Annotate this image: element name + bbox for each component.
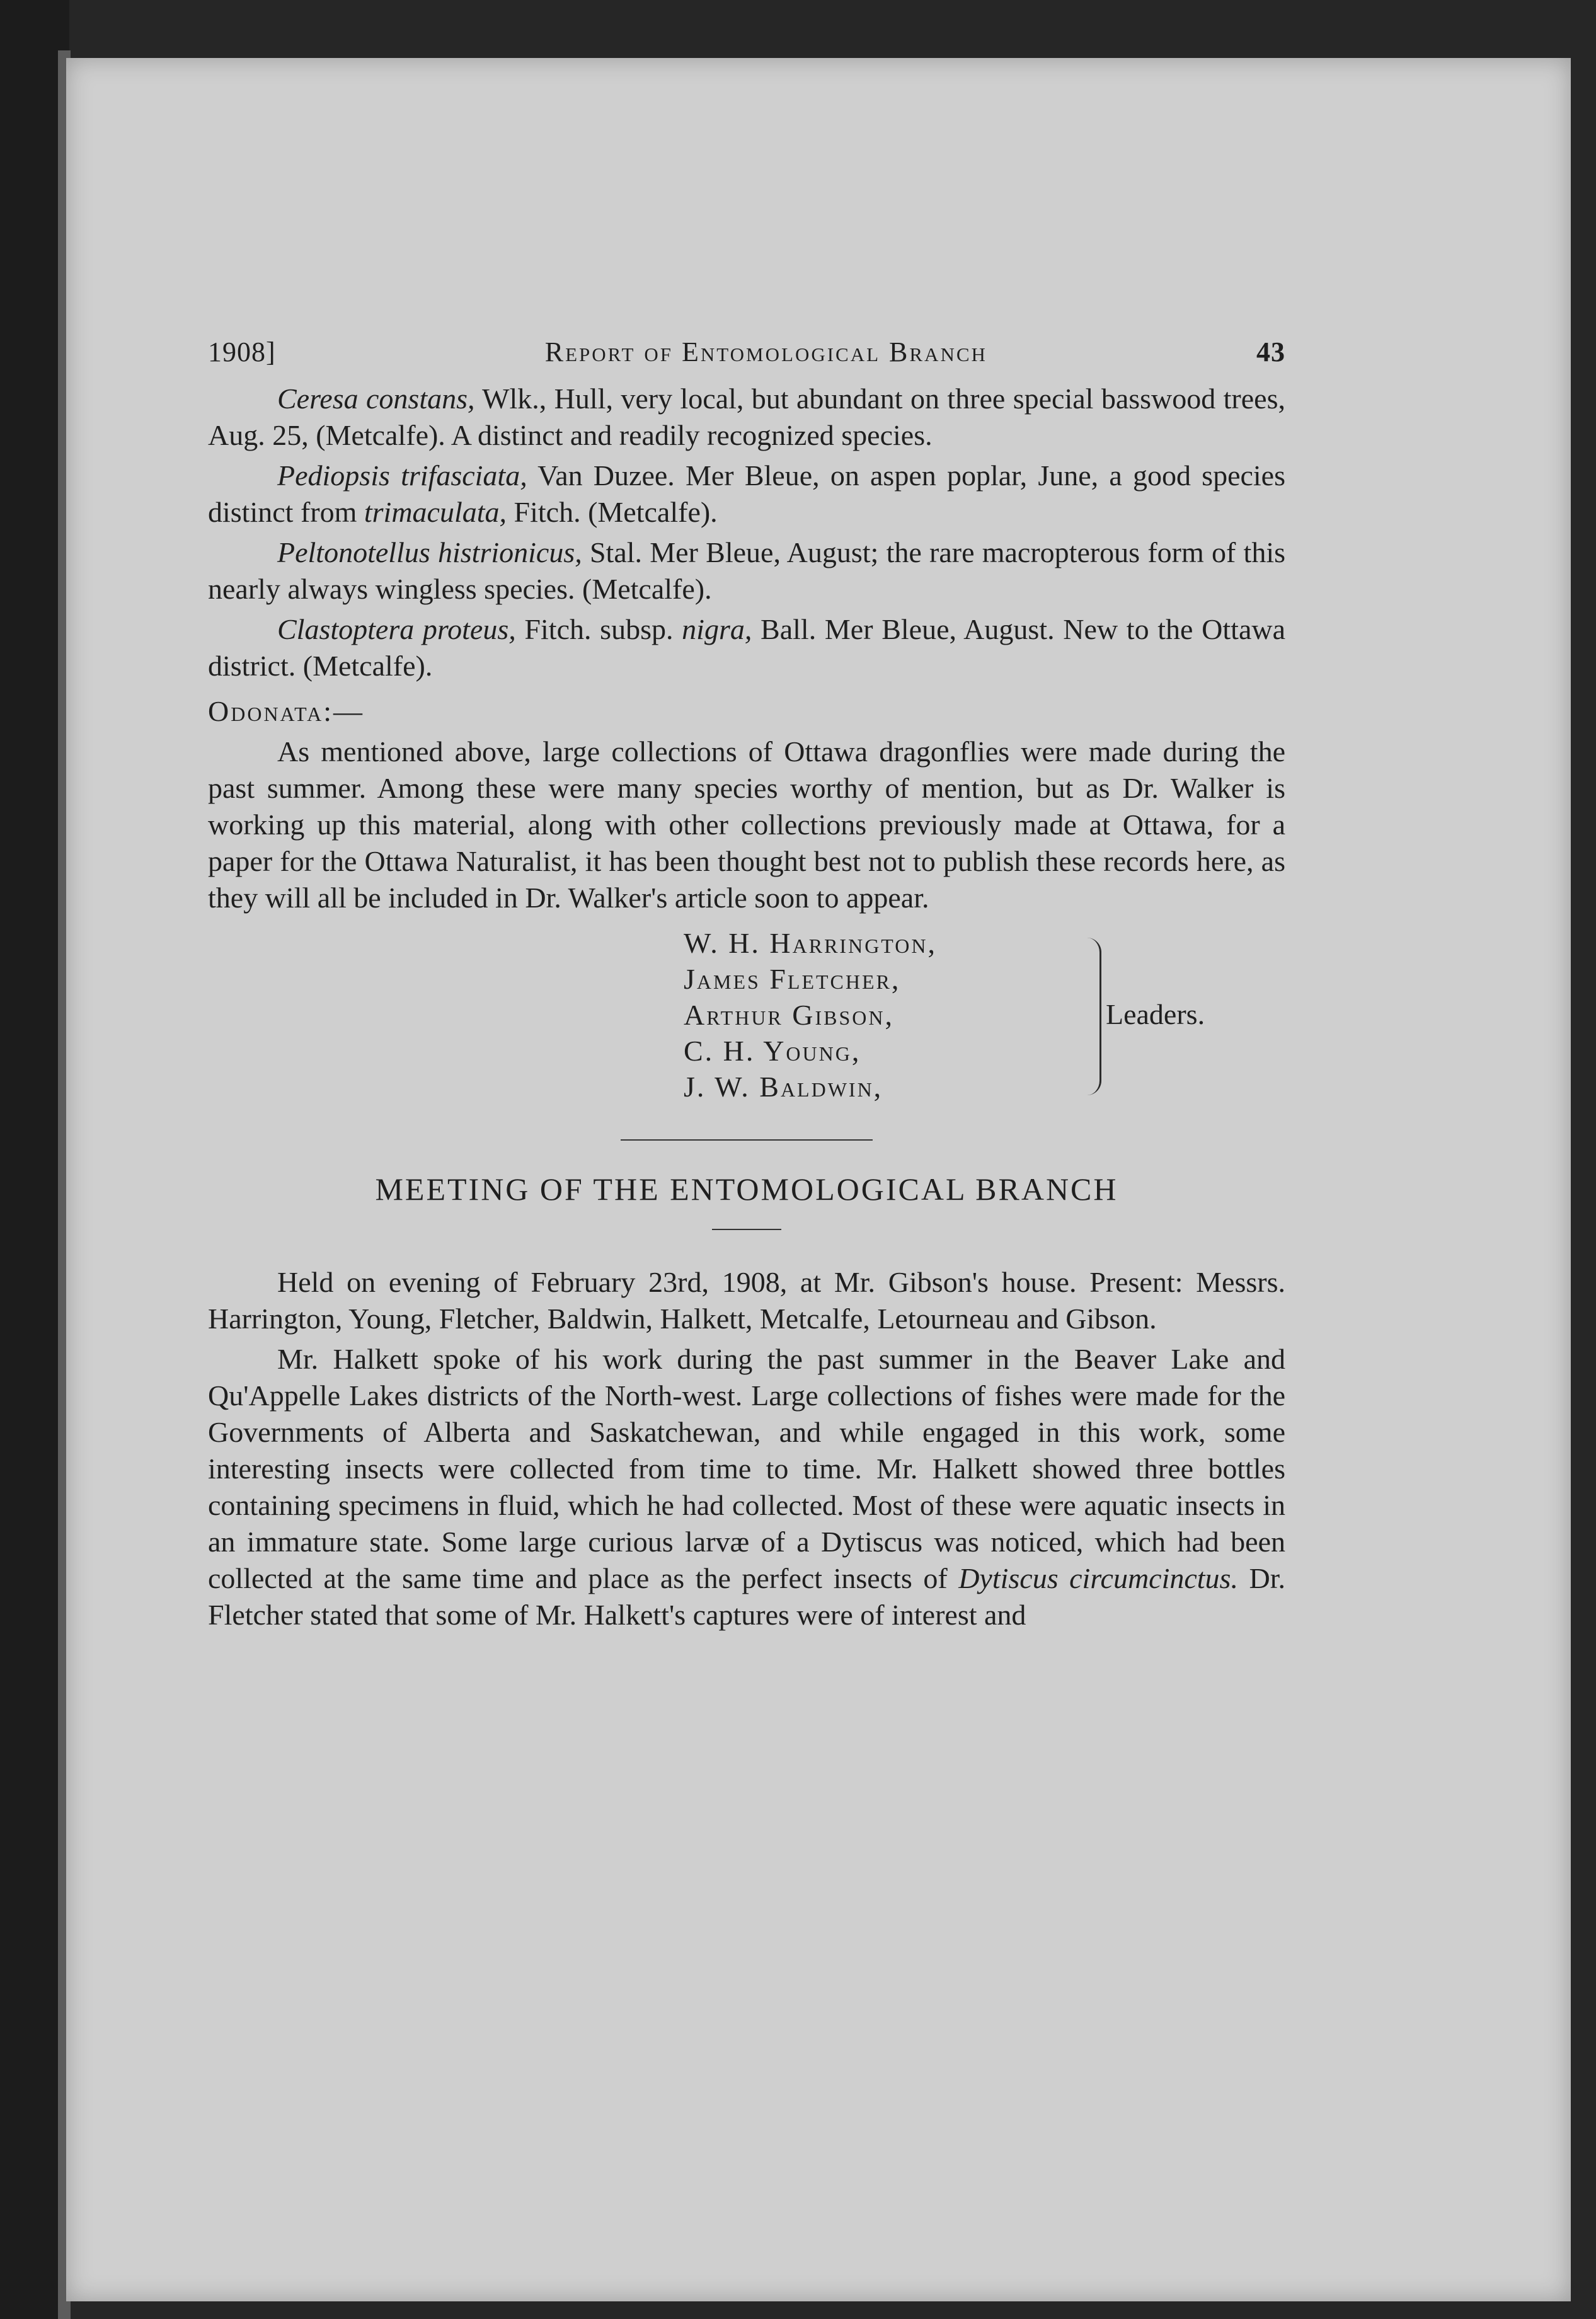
species-name: Dytiscus circumcinctus. xyxy=(958,1562,1238,1594)
subspecies-name: nigra, xyxy=(682,613,752,645)
signature-block xyxy=(208,925,1285,1114)
signature-name: J. W. Baldwin, xyxy=(684,1071,883,1103)
species-description: Van Duzee. Mer Bleue, on aspen poplar, June, a good species distinct from xyxy=(208,459,1285,528)
species-description: Wlk., Hull, very local, but abundant on three special basswood trees, Aug. 25, (Metcalfe). A distinct and readily recognized species. xyxy=(208,383,1285,451)
signature-name: C. H. Young, xyxy=(684,1035,861,1067)
heading-underline xyxy=(712,1229,781,1230)
odonata-paragraph: As mentioned above, large collections of Ottawa dragonflies were made during the past summer. Among these were many species worthy of mention, but as Dr. Walker is working up this material, along with other collections previously made at Ottawa, for a paper for the Ottawa Naturalist, it has been thought best not to publish these records here, as they will all be included in Dr. Walker's article soon to appear. xyxy=(208,735,1285,914)
paragraph-text-end: Dr. Fletcher stated that some of Mr. Halkett's captures were of interest and xyxy=(208,1562,1285,1631)
signature-name: Arthur Gibson, xyxy=(684,999,894,1031)
species-entry-ceresa xyxy=(208,381,1285,454)
species-name: Pediopsis trifasciata, xyxy=(277,459,527,492)
odonata-heading: Odonata:— xyxy=(208,695,364,727)
species-name: Clastoptera proteus, xyxy=(277,613,516,645)
signature-names xyxy=(684,925,937,1105)
species-name: Ceresa constans, xyxy=(277,383,475,415)
section-divider xyxy=(621,1139,873,1141)
paragraph-text: Mr. Halkett spoke of his work during the past summer in the Beaver Lake and Qu'Appelle Lakes districts of the North-west. Large collections of fishes were made for the Governments of Alberta and Saskatchewan, and while engaged in this work, some interesting insects were collected from time to time. Mr. Halkett showed three bottles containing specimens in fluid, which he had collected. Most of these were aquatic insects in an immature state. Some large curious larvæ of a Dytiscus was noticed, which had been collected at the same time and place as the perfect insects of xyxy=(208,1343,1285,1594)
meeting-paragraph-halkett xyxy=(208,1341,1285,1633)
page-number: 43 xyxy=(1256,337,1285,367)
species-entry-clastoptera xyxy=(208,611,1285,684)
page-content xyxy=(208,334,1285,1637)
species-entry-peltonotellus xyxy=(208,534,1285,607)
species-description: Stal. Mer Bleue, August; the rare macropterous form of this nearly always wingless species. (Metcalfe). xyxy=(208,536,1286,605)
signature-role-label: Leaders. xyxy=(1106,998,1205,1030)
running-head xyxy=(208,334,1285,371)
species-entry-pediopsis xyxy=(208,457,1285,531)
species-description-end: Fitch. (Metcalfe). xyxy=(507,496,718,528)
species-name: Peltonotellus histrionicus, xyxy=(277,536,582,568)
species-comparison-name: trimaculata, xyxy=(364,496,507,528)
running-head-year: 1908] xyxy=(208,337,276,367)
signature-name: James Fletcher, xyxy=(684,963,901,995)
species-description: Fitch. subsp. xyxy=(515,613,682,645)
signature-brace xyxy=(1087,938,1101,1095)
meeting-heading: MEETING OF THE ENTOMOLOGICAL BRANCH xyxy=(375,1171,1118,1207)
signature-name: W. H. Harrington, xyxy=(684,927,937,959)
meeting-paragraph-attendance: Held on evening of February 23rd, 1908, at Mr. Gibson's house. Present: Messrs. Harrington, Young, Fletcher, Baldwin, Halkett, Metcalfe, Letourneau and Gibson. xyxy=(208,1266,1285,1335)
species-description-end: Ball. Mer Bleue, August. New to the Ottawa district. (Metcalfe). xyxy=(208,613,1285,682)
running-head-title: Report of Entomological Branch xyxy=(544,337,987,367)
